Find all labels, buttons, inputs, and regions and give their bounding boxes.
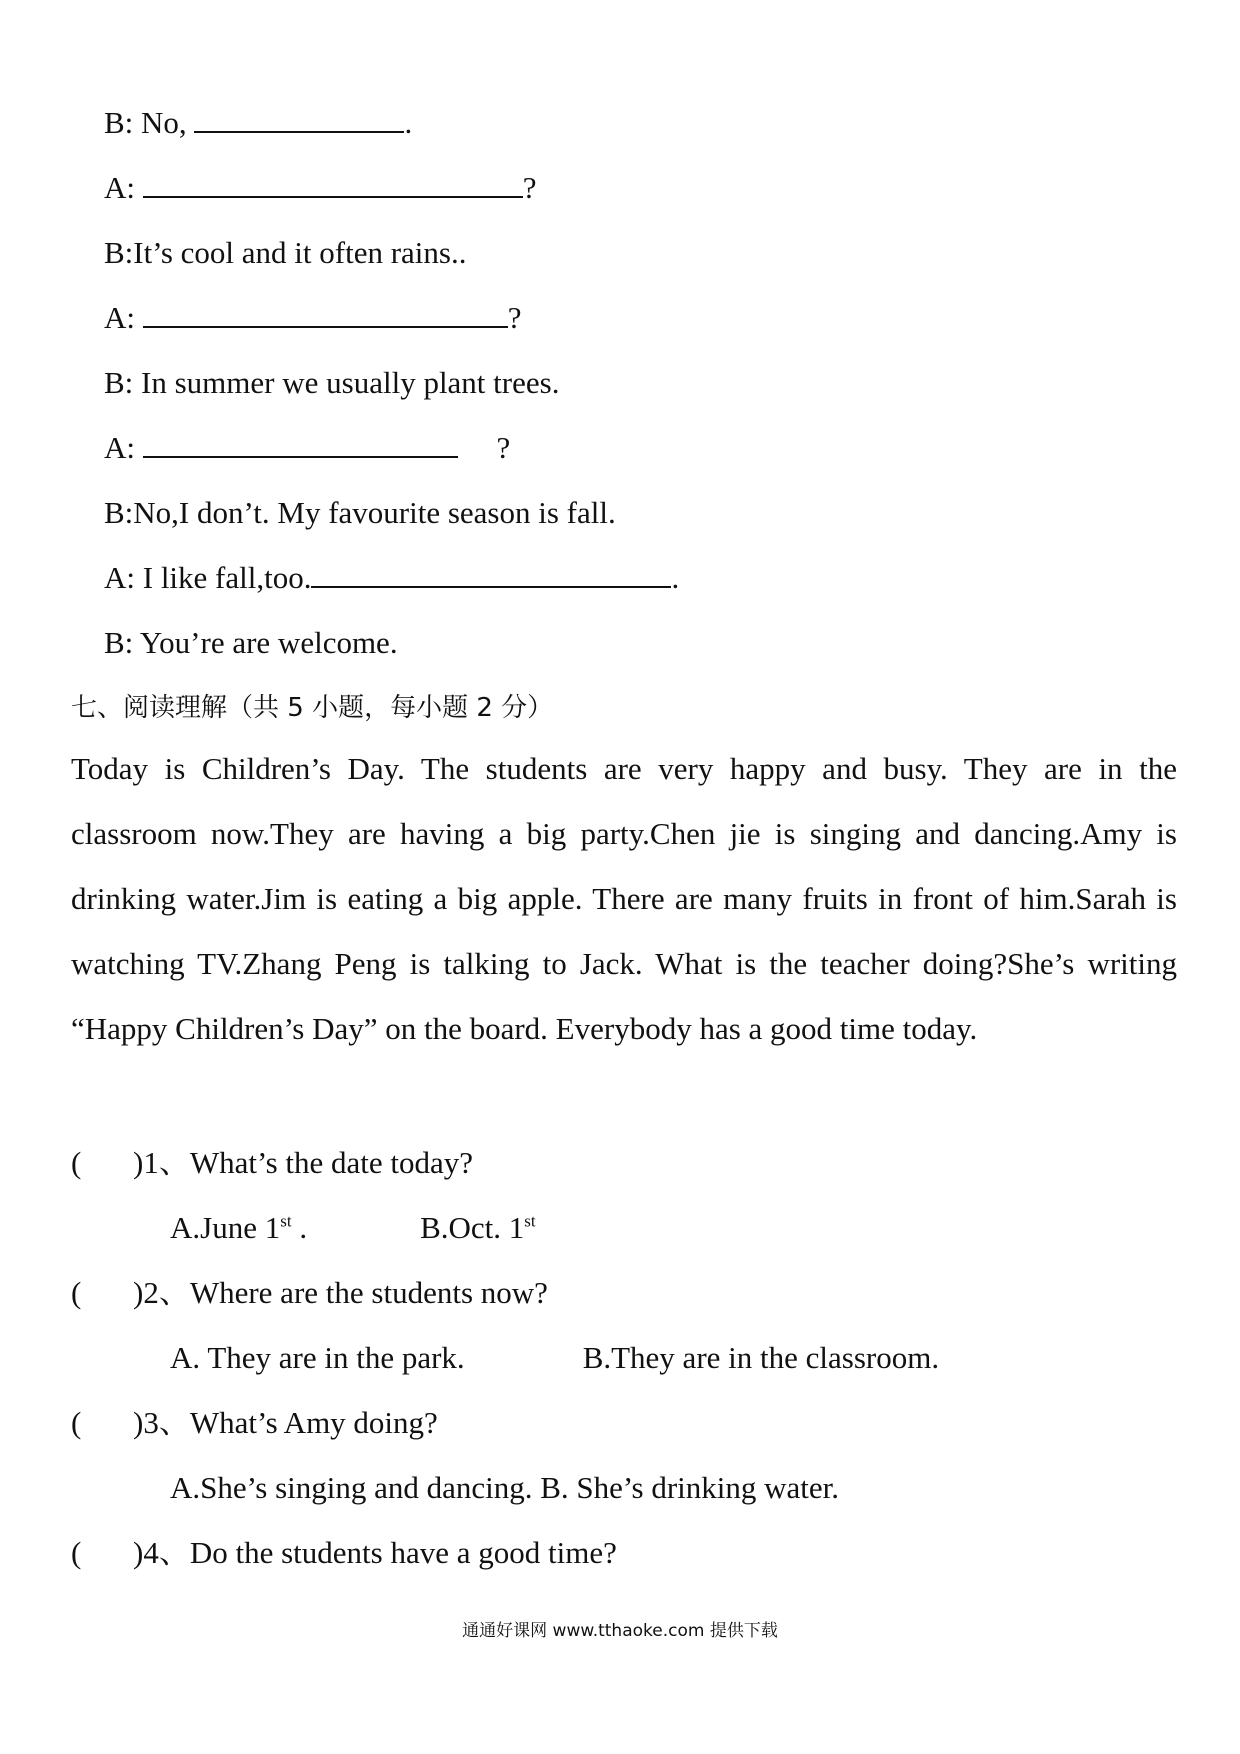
question-number: 1、	[143, 1145, 190, 1180]
speaker-label: A:	[104, 300, 135, 335]
dialogue-line	[104, 623, 398, 663]
speaker-label: B:	[104, 105, 134, 140]
question-line	[71, 1143, 473, 1183]
dialogue-text: You’re are welcome.	[133, 625, 398, 660]
dialogue-punctuation: ?	[457, 430, 511, 465]
answer-blank[interactable]	[143, 170, 523, 198]
dialogue-text: I like fall,too.	[135, 560, 312, 595]
dialogue-text	[135, 170, 143, 205]
options-line	[170, 1338, 939, 1378]
dialogue-punctuation: .	[671, 560, 680, 595]
question-text: Do the students have a good time?	[189, 1535, 617, 1570]
question-line	[71, 1403, 438, 1443]
dialogue-line	[104, 558, 679, 598]
option-a: A.She’s singing and dancing. B. She’s drinking water.	[170, 1470, 840, 1505]
question-line	[71, 1533, 617, 1573]
answer-paren-open[interactable]: (	[71, 1145, 82, 1180]
dialogue-text	[135, 430, 143, 465]
speaker-label: A:	[104, 430, 135, 465]
answer-blank[interactable]	[143, 430, 458, 458]
option-b: B.They are in the classroom.	[582, 1340, 940, 1375]
dialogue-line	[104, 103, 412, 143]
question-text: Where are the students now?	[189, 1275, 548, 1310]
option-a: A.June 1st .	[170, 1210, 308, 1245]
section-heading: 七、阅读理解（共 5 小题，每小题 2 分）	[71, 693, 554, 723]
answer-paren-open[interactable]: (	[71, 1535, 82, 1570]
speaker-label: B:	[104, 495, 134, 530]
speaker-label: B:	[104, 365, 134, 400]
dialogue-text	[135, 300, 143, 335]
dialogue-line	[104, 428, 510, 468]
dialogue-line	[104, 363, 559, 403]
dialogue-text: In summer we usually plant trees.	[133, 365, 560, 400]
dialogue-line	[104, 233, 466, 273]
dialogue-line	[104, 493, 616, 533]
dialogue-text: No,I don’t. My favourite season is fall.	[133, 495, 616, 530]
speaker-label: A:	[104, 170, 135, 205]
options-line	[170, 1468, 839, 1508]
dialogue-line	[104, 168, 537, 208]
ordinal-suffix: st	[280, 1211, 292, 1231]
answer-paren-close: )	[133, 1535, 144, 1570]
ordinal-suffix: st	[524, 1211, 536, 1231]
answer-paren-close: )	[133, 1275, 144, 1310]
question-text: What’s the date today?	[189, 1145, 474, 1180]
option-a: A. They are in the park.	[170, 1340, 465, 1375]
answer-paren-open[interactable]: (	[71, 1405, 82, 1440]
speaker-label: B:	[104, 235, 134, 270]
question-text: What’s Amy doing?	[189, 1405, 438, 1440]
answer-blank[interactable]	[311, 560, 671, 588]
dialogue-punctuation: ?	[507, 300, 522, 335]
option-b: B.Oct. 1st	[420, 1210, 536, 1245]
question-number: 4、	[143, 1535, 190, 1570]
dialogue-text: No,	[133, 105, 195, 140]
speaker-label: B:	[104, 625, 134, 660]
dialogue-punctuation: ?	[522, 170, 537, 205]
footer-text: 通通好课网 www.tthaoke.com 提供下载	[462, 1621, 778, 1641]
question-number: 3、	[143, 1405, 190, 1440]
answer-paren-open[interactable]: (	[71, 1275, 82, 1310]
dialogue-line	[104, 298, 522, 338]
answer-paren-close: )	[133, 1405, 144, 1440]
answer-paren-close: )	[133, 1145, 144, 1180]
answer-blank[interactable]	[143, 300, 508, 328]
options-line	[170, 1208, 536, 1248]
speaker-label: A:	[104, 560, 135, 595]
dialogue-text: It’s cool and it often rains..	[133, 235, 467, 270]
dialogue-punctuation: .	[404, 105, 413, 140]
answer-blank[interactable]	[194, 105, 404, 133]
question-line	[71, 1273, 548, 1313]
question-number: 2、	[143, 1275, 190, 1310]
reading-passage: Today is Children’s Day. The students are very happy and busy. They are in the classroom now.They are having a big party.Chen jie is singing and dancing.Amy is drinking water.Jim is eating a big apple. There are many fruits in front of him.Sarah is watching TV.Zhang Peng is talking to Jack. What is the teacher doing?She’s writing “Happy Children’s Day” on the board. Everybody has a good time today.	[71, 751, 1177, 1046]
